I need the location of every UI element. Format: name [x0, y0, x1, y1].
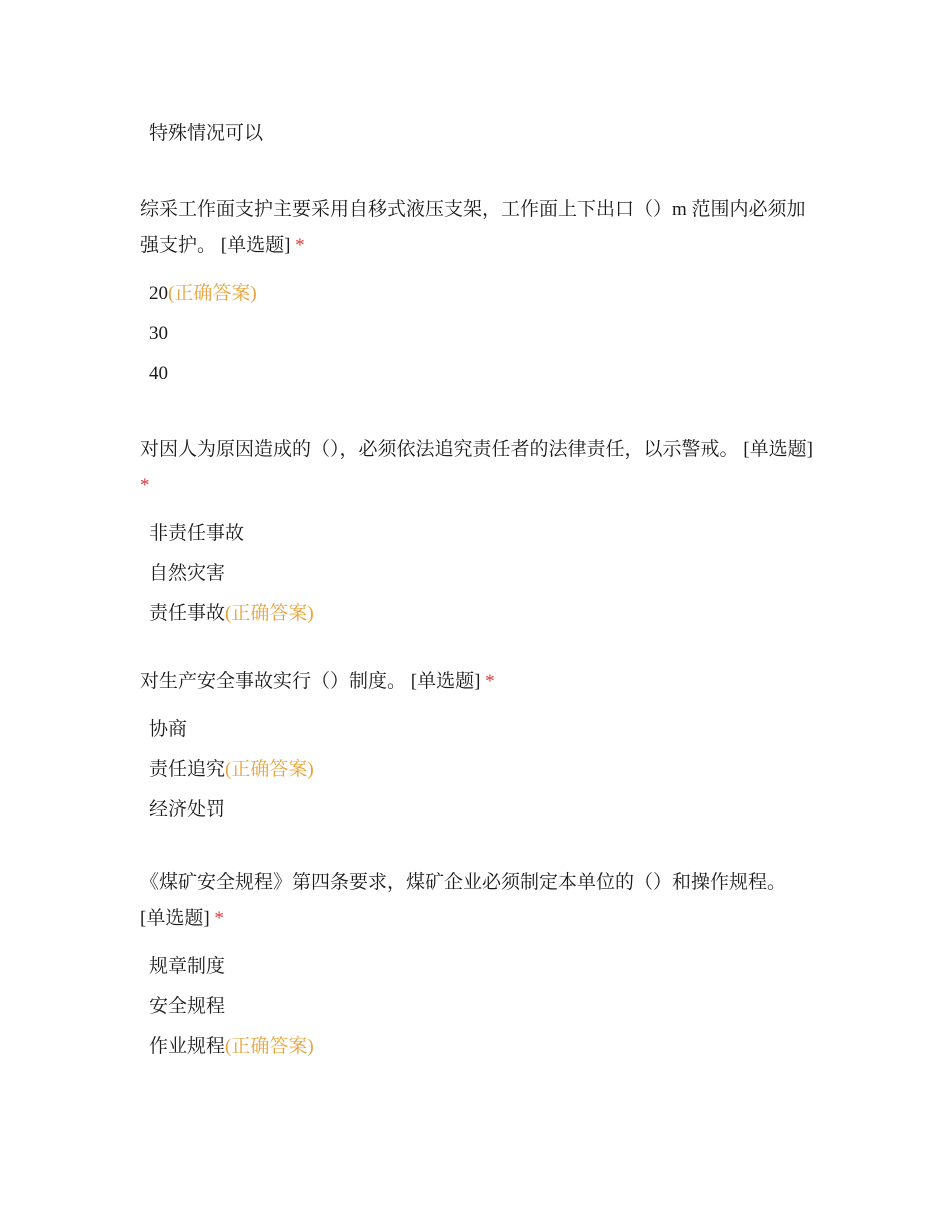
required-marker: *	[295, 235, 305, 256]
question-1-text: 综采工作面支护主要采用自移式液压支架，工作面上下出口（）m 范围内必须加强支护。 [单选题]	[140, 199, 806, 256]
question-text	[140, 865, 815, 937]
option-item[interactable]	[149, 314, 815, 354]
question-4-text: 《煤矿安全规程》第四条要求，煤矿企业必须制定本单位的（）和操作规程。 [单选题]	[140, 872, 787, 929]
option-label: 责任追究	[149, 759, 226, 780]
option-label: 经济处罚	[149, 799, 226, 820]
option-label: 责任事故	[149, 603, 226, 624]
question-text	[140, 192, 815, 264]
question-4	[140, 865, 815, 1067]
option-label: 作业规程	[149, 1036, 226, 1057]
question-text	[140, 432, 815, 504]
option-label: 30	[149, 323, 168, 344]
option-label: 20	[149, 283, 168, 304]
option-label: 自然灾害	[149, 563, 226, 584]
option-item[interactable]	[149, 987, 815, 1027]
required-marker: *	[214, 908, 224, 929]
option-orphan: 特殊情况可以	[149, 123, 264, 144]
option-item[interactable]	[149, 790, 815, 830]
option-item[interactable]	[149, 710, 815, 750]
correct-answer-marker: (正确答案)	[225, 1036, 314, 1057]
option-item[interactable]	[149, 750, 815, 790]
option-item[interactable]	[149, 354, 815, 394]
correct-answer-marker: (正确答案)	[168, 283, 257, 304]
options-list	[140, 947, 815, 1067]
question-text	[140, 664, 815, 700]
question-2-text: 对因人为原因造成的（），必须依法追究责任者的法律责任，以示警戒。 [单选题]	[140, 439, 813, 460]
option-item[interactable]	[149, 514, 815, 554]
correct-answer-marker: (正确答案)	[225, 603, 314, 624]
option-label: 40	[149, 363, 168, 384]
option-item[interactable]	[149, 594, 815, 634]
option-label: 规章制度	[149, 956, 226, 977]
question-1	[140, 192, 815, 394]
required-marker: *	[140, 475, 150, 496]
question-3-text: 对生产安全事故实行（）制度。 [单选题]	[140, 671, 481, 692]
correct-answer-marker: (正确答案)	[225, 759, 314, 780]
option-item[interactable]	[149, 274, 815, 314]
options-list	[140, 710, 815, 830]
options-list	[140, 514, 815, 634]
question-2	[140, 432, 815, 634]
option-item[interactable]	[149, 1027, 815, 1067]
option-label: 协商	[149, 719, 188, 740]
required-marker: *	[485, 671, 495, 692]
option-label: 安全规程	[149, 996, 226, 1017]
option-label: 非责任事故	[149, 523, 245, 544]
option-item[interactable]	[149, 947, 815, 987]
option-item[interactable]	[149, 554, 815, 594]
question-3	[140, 664, 815, 830]
options-list	[140, 274, 815, 394]
